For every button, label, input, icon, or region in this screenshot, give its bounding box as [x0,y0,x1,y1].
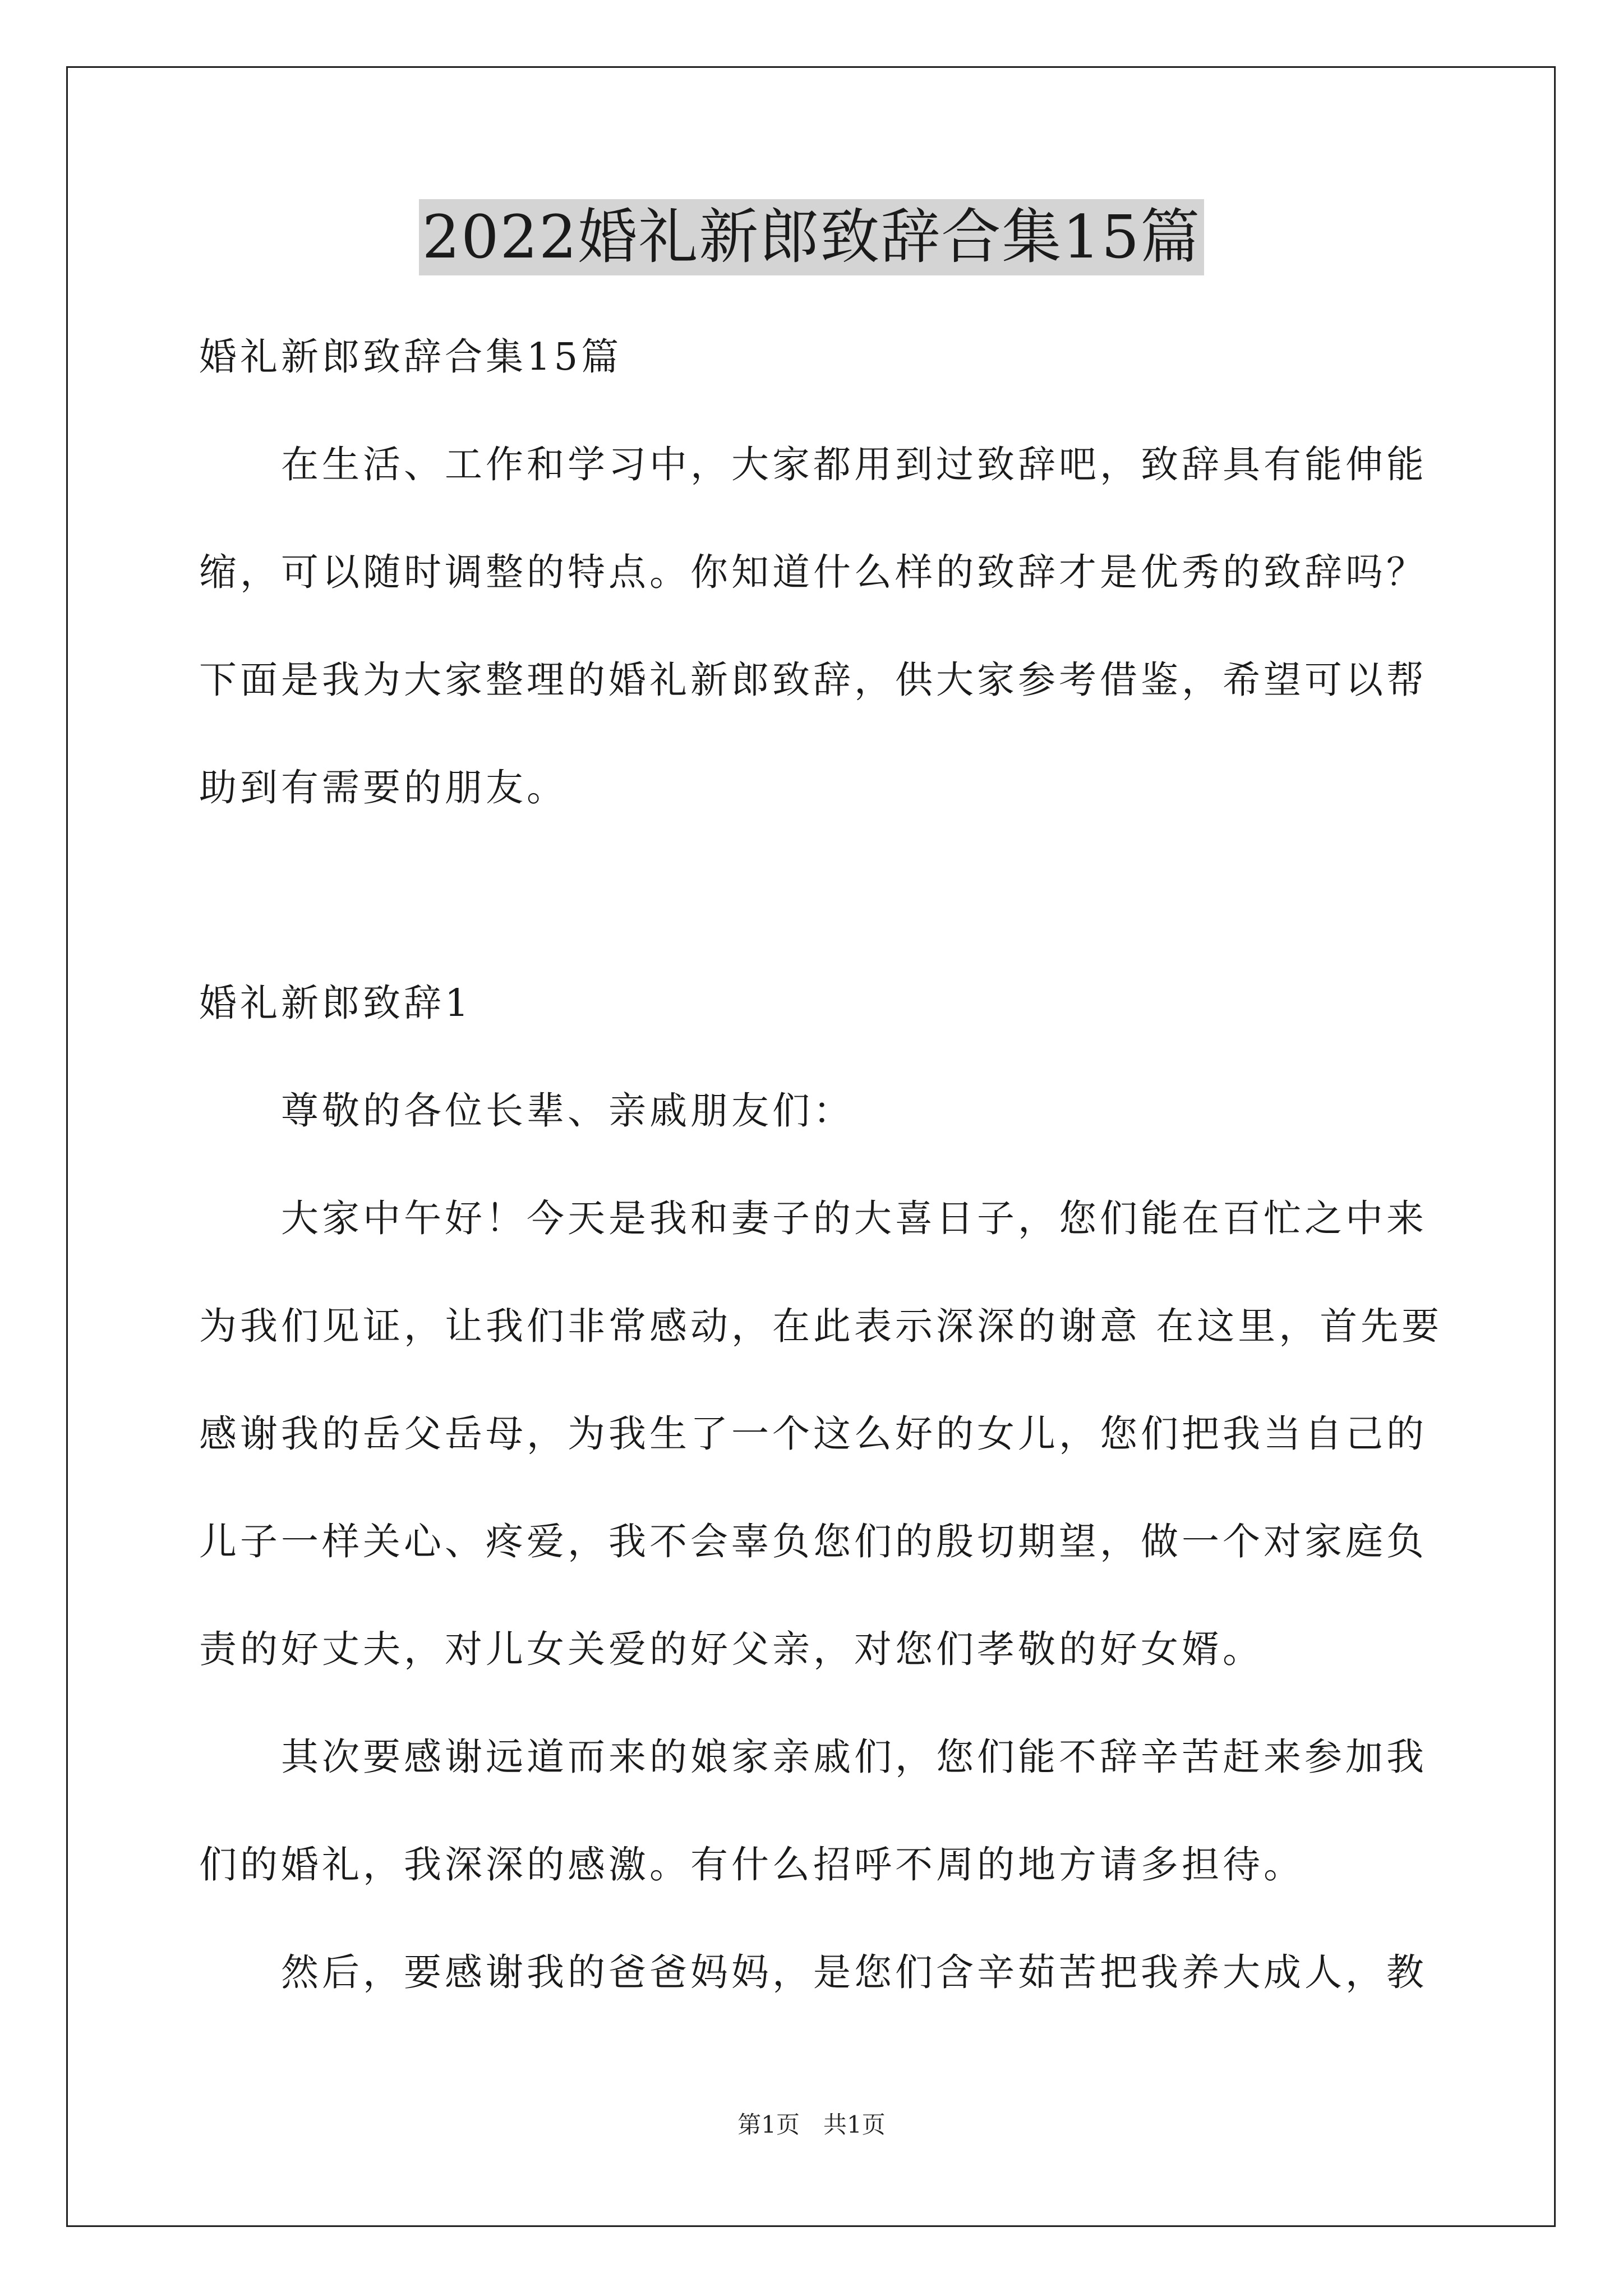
paragraph-1 [199,1165,1443,1703]
intro-line: 在生活、工作和学习中，大家都用到过致辞吧，致辞具有能伸能 [281,443,1427,486]
intro-line: 下面是我为大家整理的婚礼新郎致辞，供大家参考借鉴，希望可以帮 [199,658,1427,702]
title-container [0,199,1623,275]
paragraph-line: 为我们见证，让我们非常感动，在此表示深深的谢意 在这里，首先要 [199,1304,1443,1348]
section-heading: 婚礼新郎致辞1 [199,981,472,1025]
paragraph-line: 然后，要感谢我的爸爸妈妈，是您们含辛茹苦把我养大成人，教 [281,1950,1427,1994]
paragraph-line: 大家中午好！今天是我和妻子的大喜日子，您们能在百忙之中来 [281,1197,1427,1240]
paragraph-line: 儿子一样关心、疼爱，我不会辜负您们的殷切期望，做一个对家庭负 [199,1520,1427,1563]
paragraph-line: 们的婚礼，我深深的感激。有什么招呼不周的地方请多担待。 [199,1843,1304,1887]
paragraph-line: 责的好丈夫，对儿女关爱的好父亲，对您们孝敬的好女婿。 [199,1627,1264,1671]
document-title: 2022婚礼新郎致辞合集15篇 [419,199,1205,275]
page-footer: 第1页 共1页 [737,2111,886,2138]
subtitle: 婚礼新郎致辞合集15篇 [199,335,623,379]
intro-paragraph [199,411,1427,841]
paragraph-2 [199,1703,1427,1918]
salutation: 尊敬的各位长辈、亲戚朋友们： [281,1089,854,1133]
paragraph-3 [199,1918,1427,2026]
document-body [199,303,1443,2026]
intro-line: 缩，可以随时调整的特点。你知道什么样的致辞才是优秀的致辞吗？ [199,550,1427,594]
paragraph-line: 感谢我的岳父岳母，为我生了一个这么好的女儿，您们把我当自己的 [199,1412,1427,1456]
intro-line: 助到有需要的朋友。 [199,766,568,809]
paragraph-line: 其次要感谢远道而来的娘家亲戚们，您们能不辞辛苦赶来参加我 [281,1735,1427,1779]
paragraph-gap [199,841,1427,949]
